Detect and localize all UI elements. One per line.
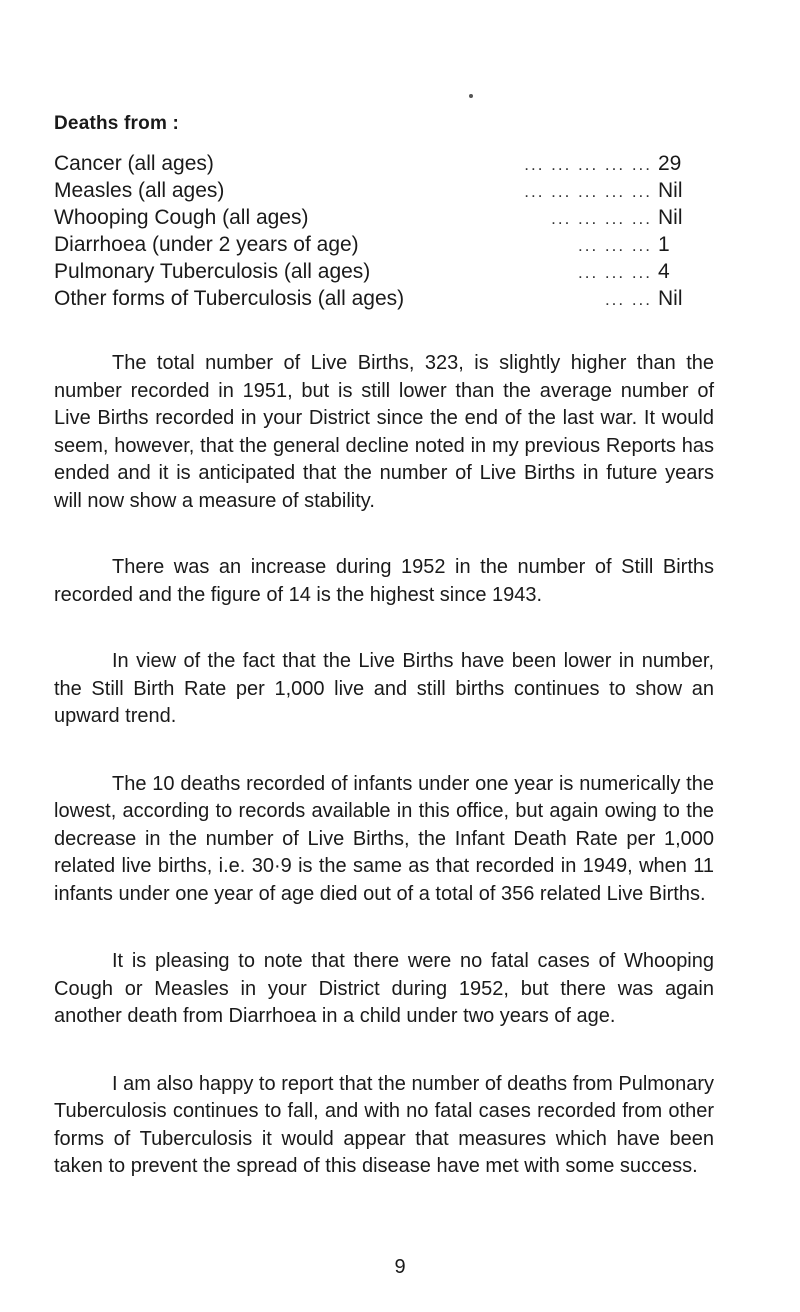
- leader-dots: ... ... ... ... ...: [524, 182, 652, 201]
- paragraph-infant-deaths: The 10 deaths recorded of infants under one year is numerically the lowest, according to records available in this office, but again owing to the decrease in the number of Live Births, the Infant Death Rate per 1,000 related live births, i.e. 30·9 is the same as that recorded in 1949, when 11 infants under one year of age died out of a total of 356 related Live Births.: [54, 772, 714, 905]
- leader-dots: ... ...: [604, 290, 652, 309]
- cause-label: Cancer (all ages): [54, 152, 214, 175]
- leader-dots: ... ... ... ... ...: [524, 155, 652, 174]
- deaths-row-whooping-cough: [54, 204, 714, 231]
- paragraph-still-births: There was an increase during 1952 in the number of Still Births recorded and the figure of 14 is the highest since 1943.: [54, 556, 714, 606]
- deaths-heading: Deaths from :: [54, 113, 180, 134]
- leader-dots: ... ... ...: [578, 263, 652, 282]
- deaths-row-pulmonary-tuberculosis: [54, 258, 714, 285]
- death-count: 1: [658, 233, 670, 256]
- document-page: [54, 108, 714, 1181]
- leader-dots: ... ... ... ...: [551, 209, 652, 228]
- death-count: 4: [658, 260, 670, 283]
- deaths-row-measles: [54, 177, 714, 204]
- deaths-row-cancer: [54, 150, 714, 177]
- cause-label: Measles (all ages): [54, 179, 225, 202]
- cause-label: Diarrhoea (under 2 years of age): [54, 233, 359, 256]
- deaths-table: [54, 150, 714, 312]
- death-count: Nil: [658, 179, 683, 202]
- deaths-row-diarrhoea: [54, 231, 714, 258]
- paragraph-tuberculosis: I am also happy to report that the number of deaths from Pulmonary Tuberculosis continues to fall, and with no fatal cases recorded from other forms of Tuberculosis it would appear that measures which have been taken to prevent the spread of this disease have met with some success.: [54, 1072, 714, 1177]
- deaths-row-other-tuberculosis: [54, 285, 714, 312]
- death-count: Nil: [658, 206, 683, 229]
- paragraph-live-births: The total number of Live Births, 323, is slightly higher than the number recorded in 1951, but is still lower than the average number of Live Births recorded in your District since the end of the last war. It would seem, however, that the general decline noted in my previous Reports has ended and it is anticipated that the number of Live Births in future years will now show a measure of stability.: [54, 352, 714, 512]
- death-count: 29: [658, 152, 682, 175]
- cause-label: Pulmonary Tuberculosis (all ages): [54, 260, 371, 283]
- death-count: Nil: [658, 287, 683, 310]
- page-number: 9: [394, 1256, 406, 1278]
- print-speck: [469, 94, 473, 98]
- cause-label: Whooping Cough (all ages): [54, 206, 309, 229]
- cause-label: Other forms of Tuberculosis (all ages): [54, 287, 405, 310]
- leader-dots: ... ... ...: [578, 236, 652, 255]
- paragraph-still-birth-rate: In view of the fact that the Live Births have been lower in number, the Still Birth Rate per 1,000 live and still births continues to show an upward trend.: [54, 650, 714, 727]
- paragraph-whooping-cough-measles: It is pleasing to note that there were no fatal cases of Whooping Cough or Measles in your District during 1952, but there was again another death from Diarrhoea in a child under two years of age.: [54, 950, 714, 1027]
